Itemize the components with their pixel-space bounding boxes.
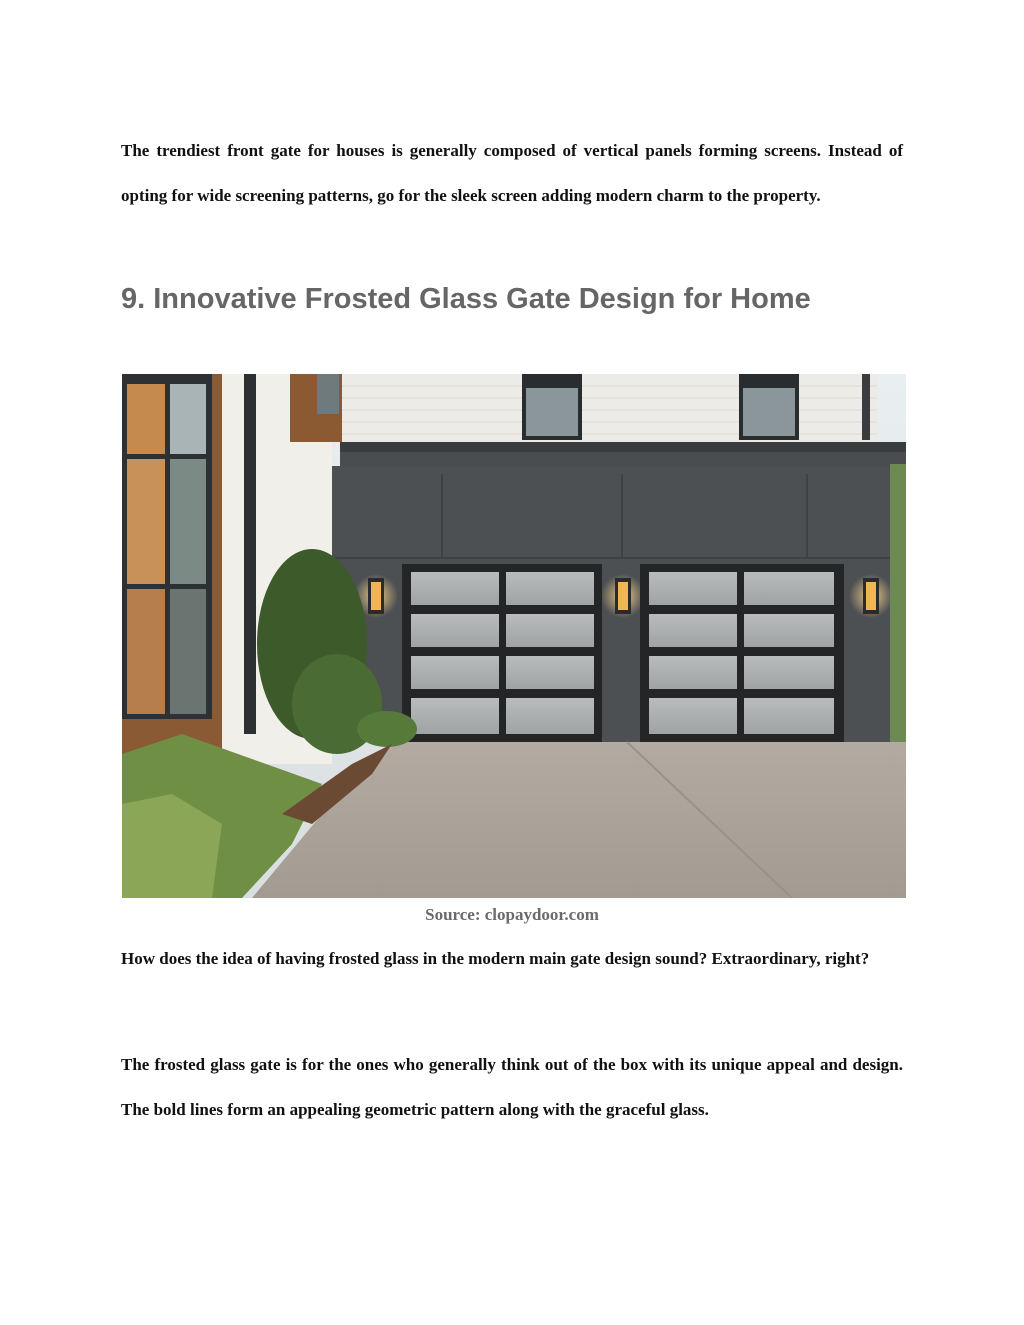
description-paragraph: The frosted glass gate is for the ones who generally think out of the box with its unique appeal and design. The bold lines form an appealing geometric pattern along with the graceful glass.: [121, 1055, 903, 1119]
image-caption: Source: clopaydoor.com: [425, 905, 599, 924]
question-paragraph: How does the idea of having frosted glass in the modern main gate design sound? Extraordinary, right?: [121, 949, 870, 968]
garage-photo: [122, 374, 906, 898]
section-heading: 9. Innovative Frosted Glass Gate Design for Home: [121, 283, 811, 315]
garage-door-left: [402, 564, 602, 742]
garage-door-right: [640, 564, 844, 742]
intro-paragraph: The trendiest front gate for houses is generally composed of vertical panels forming screens. Instead of opting for wide screening patterns, go for the sleek screen adding modern charm to the property.: [121, 141, 903, 205]
